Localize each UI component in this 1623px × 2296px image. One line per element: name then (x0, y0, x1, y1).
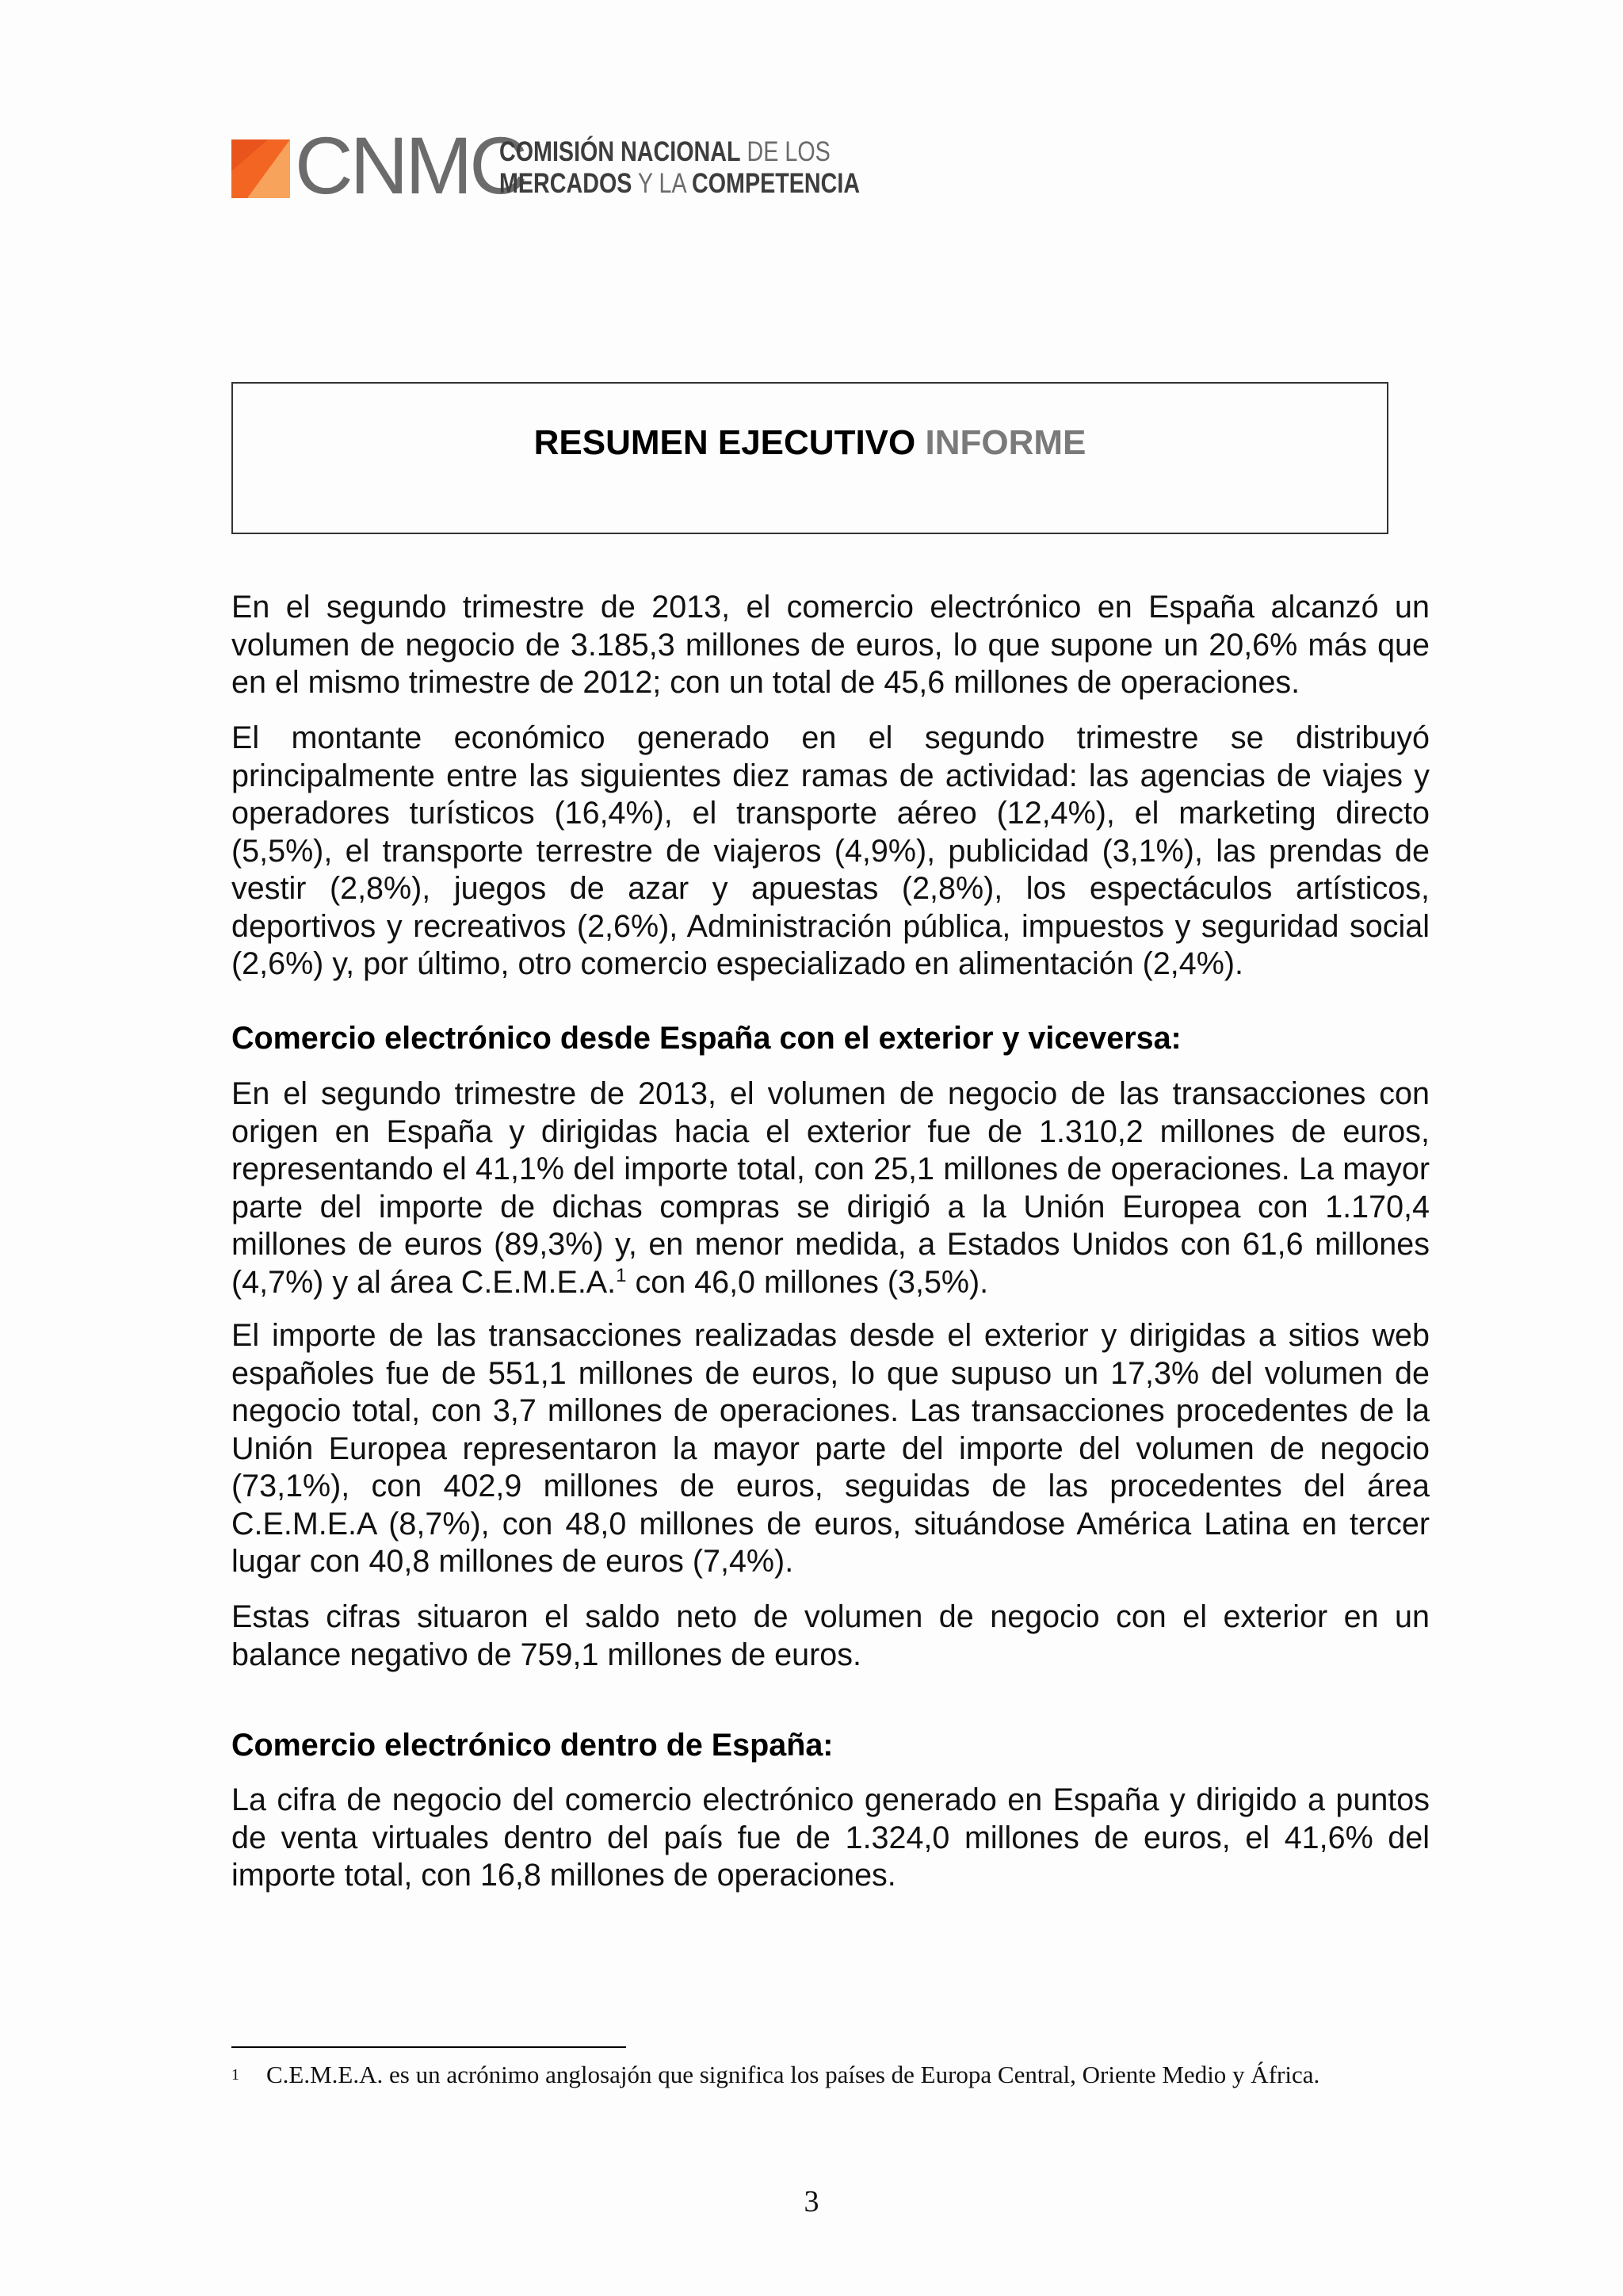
footnote-divider (231, 2046, 626, 2048)
paragraph-intro: En el segundo trimestre de 2013, el comercio electrónico en España alcanzó un volumen de negocio de 3.185,3 millones de euros, lo que supone un 20,6% más que en el mismo trimestre de 2012; con un total de 45,6 millones de operaciones. (231, 590, 1430, 700)
footnote-ref: 1 (616, 1264, 627, 1286)
paragraph-net-balance: Estas cifras situaron el saldo neto de volumen de negocio con el exterior en un balance negativo de 759,1 millones de euros. (231, 1599, 1430, 1672)
title-box (231, 382, 1388, 534)
logo-full-name: COMISIÓN NACIONAL DE LOS MERCADOS Y LA COMPETENCIA (499, 136, 861, 199)
paragraph-domestic: La cifra de negocio del comercio electrónico generado en España y dirigido a puntos de venta virtuales dentro del país fue de 1.324,0 millones de euros, el 41,6% del importe total, con 16,8 millones de operaciones. (231, 1782, 1430, 1893)
footnote-mark: 1 (231, 2066, 239, 2084)
logo-acronym: CNMC (295, 120, 525, 211)
section-heading-exterior: Comercio electrónico desde España con el exterior y viceversa: (231, 1021, 1182, 1056)
page-title: RESUMEN EJECUTIVO INFORME (533, 423, 1086, 462)
cnmc-logo (231, 120, 865, 211)
paragraph-exterior-inbound: El importe de las transacciones realizadas desde el exterior y dirigidas a sitios web españoles fue de 551,1 millones de euros, lo que supuso un 17,3% del volumen de negocio total, con 3,7 millones de operaciones. Las transacciones procedentes de la Unión Europea representaron la mayor parte del importe del volumen de negocio (73,1%), con 402,9 millones de euros, seguidas de las procedentes del área C.E.M.E.A (8,7%), con 48,0 millones de euros, situándose América Latina en tercer lugar con 40,8 millones de euros (7,4%). (231, 1318, 1430, 1579)
section-heading-domestic: Comercio electrónico dentro de España: (231, 1728, 834, 1763)
page-number: 3 (804, 2185, 819, 2218)
footnote (231, 2059, 1430, 2091)
cnmc-logo-mark-icon (231, 139, 290, 198)
paragraph-exterior-outbound: En el segundo trimestre de 2013, el volumen de negocio de las transacciones con origen en España y dirigidas hacia el exterior fue de 1.310,2 millones de euros, representando el 41,1% del importe total, con 25,1 millones de operaciones. La mayor parte del importe de dichas compras se dirigió a la Unión Europea con 1.170,4 millones de euros (89,3%) y, en menor medida, a Estados Unidos con 61,6 millones (4,7%) y al área C.E.M.E.A.$^1$ con 46,0 millones (3,5%). (231, 1076, 1430, 1300)
footnote-text: C.E.M.E.A. es un acrónimo anglosajón que significa los países de Europa Central, Oriente Medio y África. (266, 2061, 1320, 2088)
paragraph-activity-branches: El montante económico generado en el segundo trimestre se distribuyó principalmente entre las siguientes diez ramas de actividad: las agencias de viajes y operadores turísticos (16,4%), el transporte aéreo (12,4%), el marketing directo (5,5%), el transporte terrestre de viajeros (4,9%), publicidad (3,1%), las prendas de vestir (2,8%), juegos de azar y apuestas (2,8%), los espectáculos artísticos, deportivos y recreativos (2,6%), Administración pública, impuestos y seguridad social (2,6%) y, por último, otro comercio especializado en alimentación (2,4%). (231, 720, 1430, 981)
